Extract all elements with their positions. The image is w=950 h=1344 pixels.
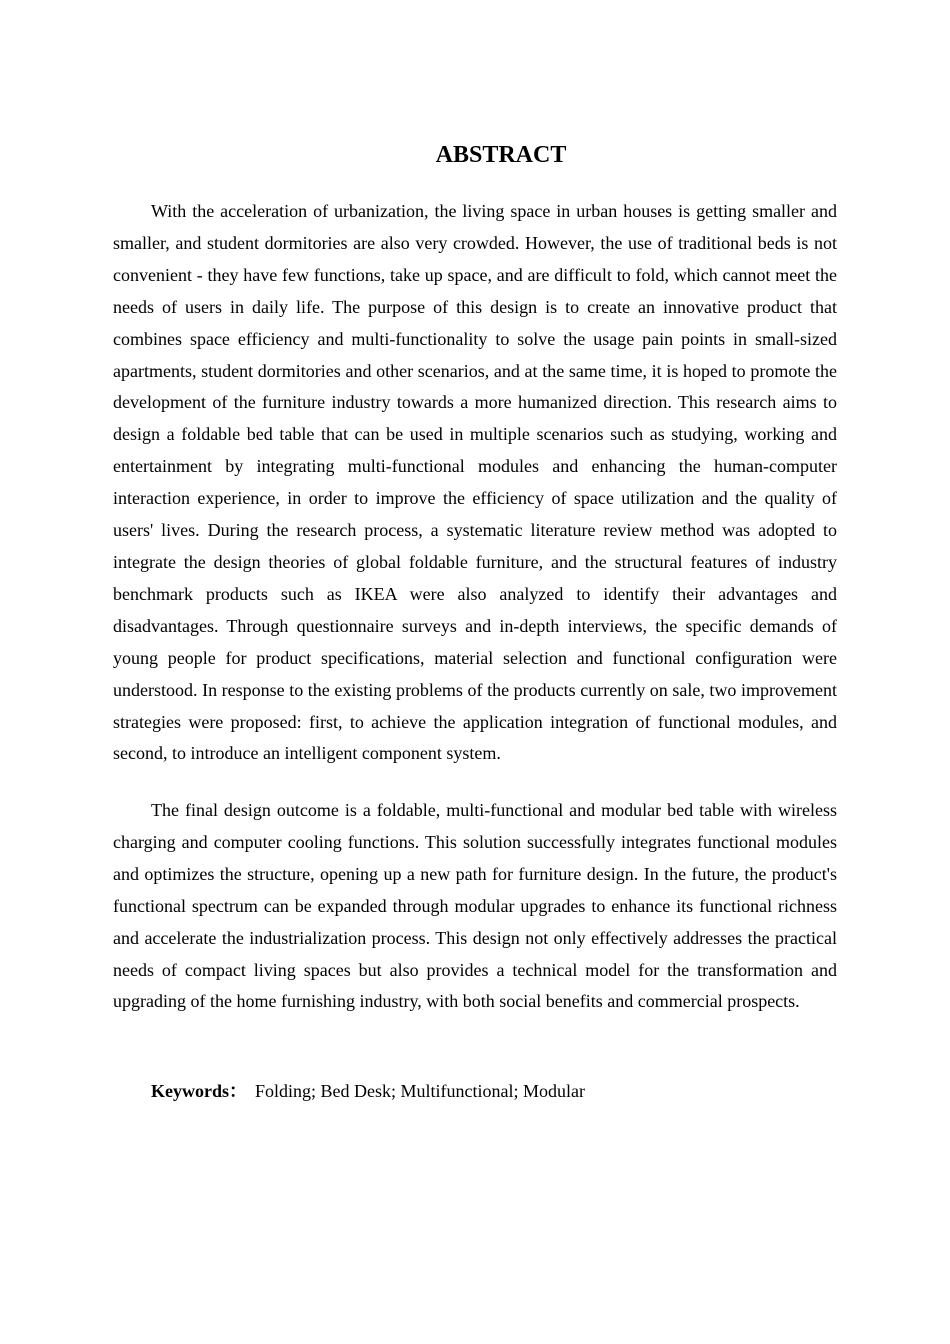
- keywords-line: [151, 1076, 585, 1107]
- page-title: ABSTRACT: [435, 142, 567, 168]
- keywords-value: Folding; Bed Desk; Multifunctional; Modular: [255, 1081, 585, 1101]
- abstract-paragraph-2: The final design outcome is a foldable, multi-functional and modular bed table with wireless charging and computer cooling functions. This solution successfully integrates functional modules and optimizes the structure, opening up a new path for furniture design. In the future, the product's functional spectrum can be expanded through modular upgrades to enhance its functional richness and accelerate the industrialization process. This design not only effectively addresses the practical needs of compact living spaces but also provides a technical model for the transformation and upgrading of the home furnishing industry, with both social benefits and commercial prospects.: [113, 800, 837, 1012]
- abstract-paragraph-1: With the acceleration of urbanization, the living space in urban houses is getting smaller and smaller, and student dormitories are also very crowded. However, the use of traditional beds is not convenient - they have few functions, take up space, and are difficult to fold, which cannot meet the needs of users in daily life. The purpose of this design is to create an innovative product that combines space efficiency and multi-functionality to solve the usage pain points in small-sized apartments, student dormitories and other scenarios, and at the same time, it is hoped to promote the development of the furniture industry towards a more humanized direction. This research aims to design a foldable bed table that can be used in multiple scenarios such as studying, working and entertainment by integrating multi-functional modules and enhancing the human-computer interaction experience, in order to improve the efficiency of space utilization and the quality of users' lives. During the research process, a systematic literature review method was adopted to integrate the design theories of global foldable furniture, and the structural features of industry benchmark products such as IKEA were also analyzed to identify their advantages and disadvantages. Through questionnaire surveys and in-depth interviews, the specific demands of young people for product specifications, material selection and functional configuration were understood. In response to the existing problems of the products currently on sale, two improvement strategies were proposed: first, to achieve the application integration of functional modules, and second, to introduce an intelligent component system.: [113, 201, 837, 764]
- keywords-label: Keywords：: [151, 1081, 247, 1101]
